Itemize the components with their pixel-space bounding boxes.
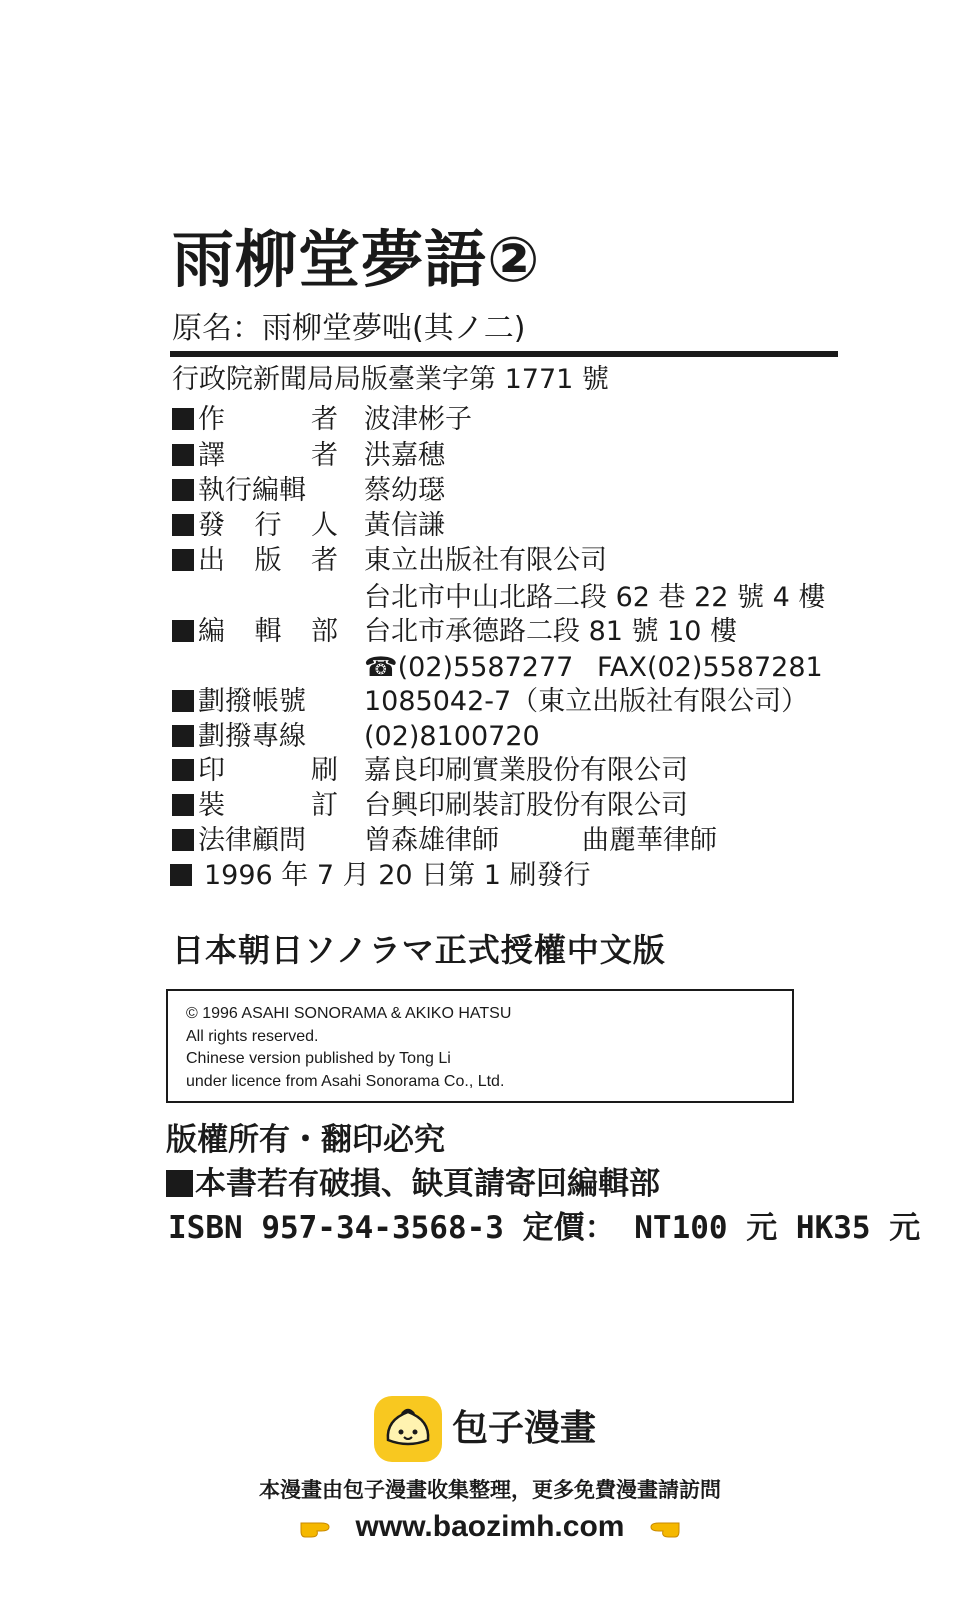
credit-row: [172, 580, 872, 615]
credit-row: [172, 684, 872, 719]
credit-value: 1085042-7（東立出版社有限公司）: [364, 686, 809, 717]
bullet-square: [172, 620, 194, 642]
credit-label: [198, 788, 338, 823]
credit-label: [198, 402, 338, 437]
credit-label-char: 顧: [252, 825, 279, 856]
credit-value-secondary: 曲麗華律師: [582, 825, 717, 856]
print-date-line: [170, 858, 591, 894]
damage-notice: 本書若有破損、缺頁請寄回編輯部: [195, 1166, 660, 1202]
credit-label-char: 帳: [252, 686, 279, 717]
copyright-box: [166, 989, 794, 1103]
credit-label-char: 訂: [311, 790, 338, 821]
credit-label-char: 作: [198, 404, 225, 435]
credit-row: [172, 719, 872, 754]
credit-value-secondary: FAX(02)5587281: [597, 652, 823, 683]
brand-name: 包子漫畫: [452, 1408, 597, 1449]
rights-reserved: 版權所有・翻印必究: [166, 1122, 445, 1158]
credit-label-char: 問: [279, 825, 306, 856]
credit-label-char: 者: [311, 440, 338, 471]
copyright-line: under licence from Asahi Sonorama Co., Ltd.: [186, 1073, 505, 1090]
credit-label-char: 線: [279, 721, 306, 752]
credit-value: 台興印刷裝訂股份有限公司: [364, 790, 688, 821]
credit-label: [198, 753, 338, 788]
credit-value: 波津彬子: [364, 404, 472, 435]
credit-label-char: 人: [311, 510, 338, 541]
print-date: 1996 年 7 月 20 日第 1 刷發行: [204, 860, 591, 891]
authorization-notice: 日本朝日ソノラマ正式授權中文版: [172, 931, 666, 969]
footer-url-link[interactable]: www.baozimh.com: [355, 1510, 625, 1543]
credit-row: [172, 473, 872, 508]
credit-row: [172, 543, 872, 578]
credit-label-char: 撥: [225, 721, 252, 752]
license-number: 行政院新聞局局版臺業字第 1771 號: [172, 364, 609, 395]
credit-label-char: 者: [311, 545, 338, 576]
baozi-logo-icon: [374, 1396, 442, 1462]
credit-row: [172, 788, 872, 823]
pointing-hand-left-icon: [647, 1509, 681, 1533]
credit-row: [172, 650, 872, 685]
bullet-square: [172, 759, 194, 781]
bullet-square: [172, 725, 194, 747]
isbn-price: ISBN 957-34-3568-3 定價： NT100 元 HK35 元: [168, 1210, 921, 1246]
credit-label-char: 輯: [254, 616, 282, 647]
credit-label: [198, 543, 338, 578]
bullet-square: [172, 549, 194, 571]
original-title: 原名：雨柳堂夢咄(其ノ二): [172, 311, 526, 346]
credit-label-char: 編: [198, 616, 225, 647]
credit-label: [198, 719, 338, 754]
credit-label-char: 輯: [279, 475, 306, 506]
credit-label: [198, 438, 338, 473]
bullet-square: [170, 864, 192, 886]
credit-label-char: 劃: [198, 686, 225, 717]
credit-label-char: 譯: [198, 440, 225, 471]
credit-label: [198, 473, 338, 508]
bullet-square: [172, 408, 194, 430]
credit-label-char: 部: [311, 616, 338, 647]
footer-url-line: [0, 1506, 980, 1548]
credit-label-char: 裝: [198, 790, 225, 821]
credit-value: 台北市承德路二段 81 號 10 樓: [364, 616, 738, 647]
credit-label-char: 法: [198, 825, 225, 856]
bullet-square: [172, 794, 194, 816]
credit-value: ☎(02)5587277: [364, 652, 574, 683]
bullet-square: [172, 444, 194, 466]
bullet-square: [172, 690, 194, 712]
credit-value: 洪嘉穗: [364, 440, 445, 471]
credit-label-char: 編: [252, 475, 279, 506]
credit-value: (02)8100720: [364, 721, 540, 752]
credit-row: [172, 438, 872, 473]
credit-label-char: 專: [252, 721, 279, 752]
credit-label-char: 行: [225, 475, 252, 506]
bullet-square: [172, 479, 194, 501]
title-rule: [170, 351, 838, 357]
credit-label-char: 刷: [311, 755, 338, 786]
credit-label: [198, 684, 338, 719]
credit-value: 台北市中山北路二段 62 巷 22 號 4 樓: [364, 582, 826, 613]
credit-row: [172, 508, 872, 543]
damage-notice-line: [166, 1162, 660, 1206]
credit-row: [172, 823, 872, 858]
bullet-square: [172, 514, 194, 536]
credit-value: 嘉良印刷實業股份有限公司: [364, 755, 688, 786]
credit-label-char: 印: [198, 755, 225, 786]
credit-label-char: 執: [198, 475, 225, 506]
credit-label: [198, 823, 338, 858]
pointing-hand-right-icon: [299, 1509, 333, 1533]
credit-label-char: 者: [311, 404, 338, 435]
credit-label: [198, 614, 338, 649]
book-title: 雨柳堂夢語②: [172, 223, 541, 296]
credit-label-char: 律: [225, 825, 252, 856]
credit-row: [172, 402, 872, 437]
bullet-square: [172, 829, 194, 851]
bullet-square: [166, 1170, 193, 1197]
credit-label-char: 行: [254, 510, 282, 541]
credit-value: 蔡幼璱: [364, 475, 445, 506]
copyright-line: © 1996 ASAHI SONORAMA & AKIKO HATSU: [186, 1005, 512, 1022]
credit-label-char: 版: [254, 545, 282, 576]
credit-label-char: 劃: [198, 721, 225, 752]
credit-label: [198, 508, 338, 543]
credit-label-char: 出: [198, 545, 225, 576]
footer-note: 本漫畫由包子漫畫收集整理，更多免費漫畫請訪問: [259, 1478, 721, 1502]
credit-label-char: 撥: [225, 686, 252, 717]
credit-value: 東立出版社有限公司: [364, 545, 607, 576]
copyright-line: Chinese version published by Tong Li: [186, 1050, 451, 1067]
credit-label-char: 發: [198, 510, 225, 541]
credit-row: [172, 753, 872, 788]
credit-value: 黃信謙: [364, 510, 445, 541]
credit-label-char: 號: [279, 686, 306, 717]
copyright-line: All rights reserved.: [186, 1028, 319, 1045]
credit-value: 曾森雄律師: [364, 825, 499, 856]
credit-row: [172, 614, 872, 649]
